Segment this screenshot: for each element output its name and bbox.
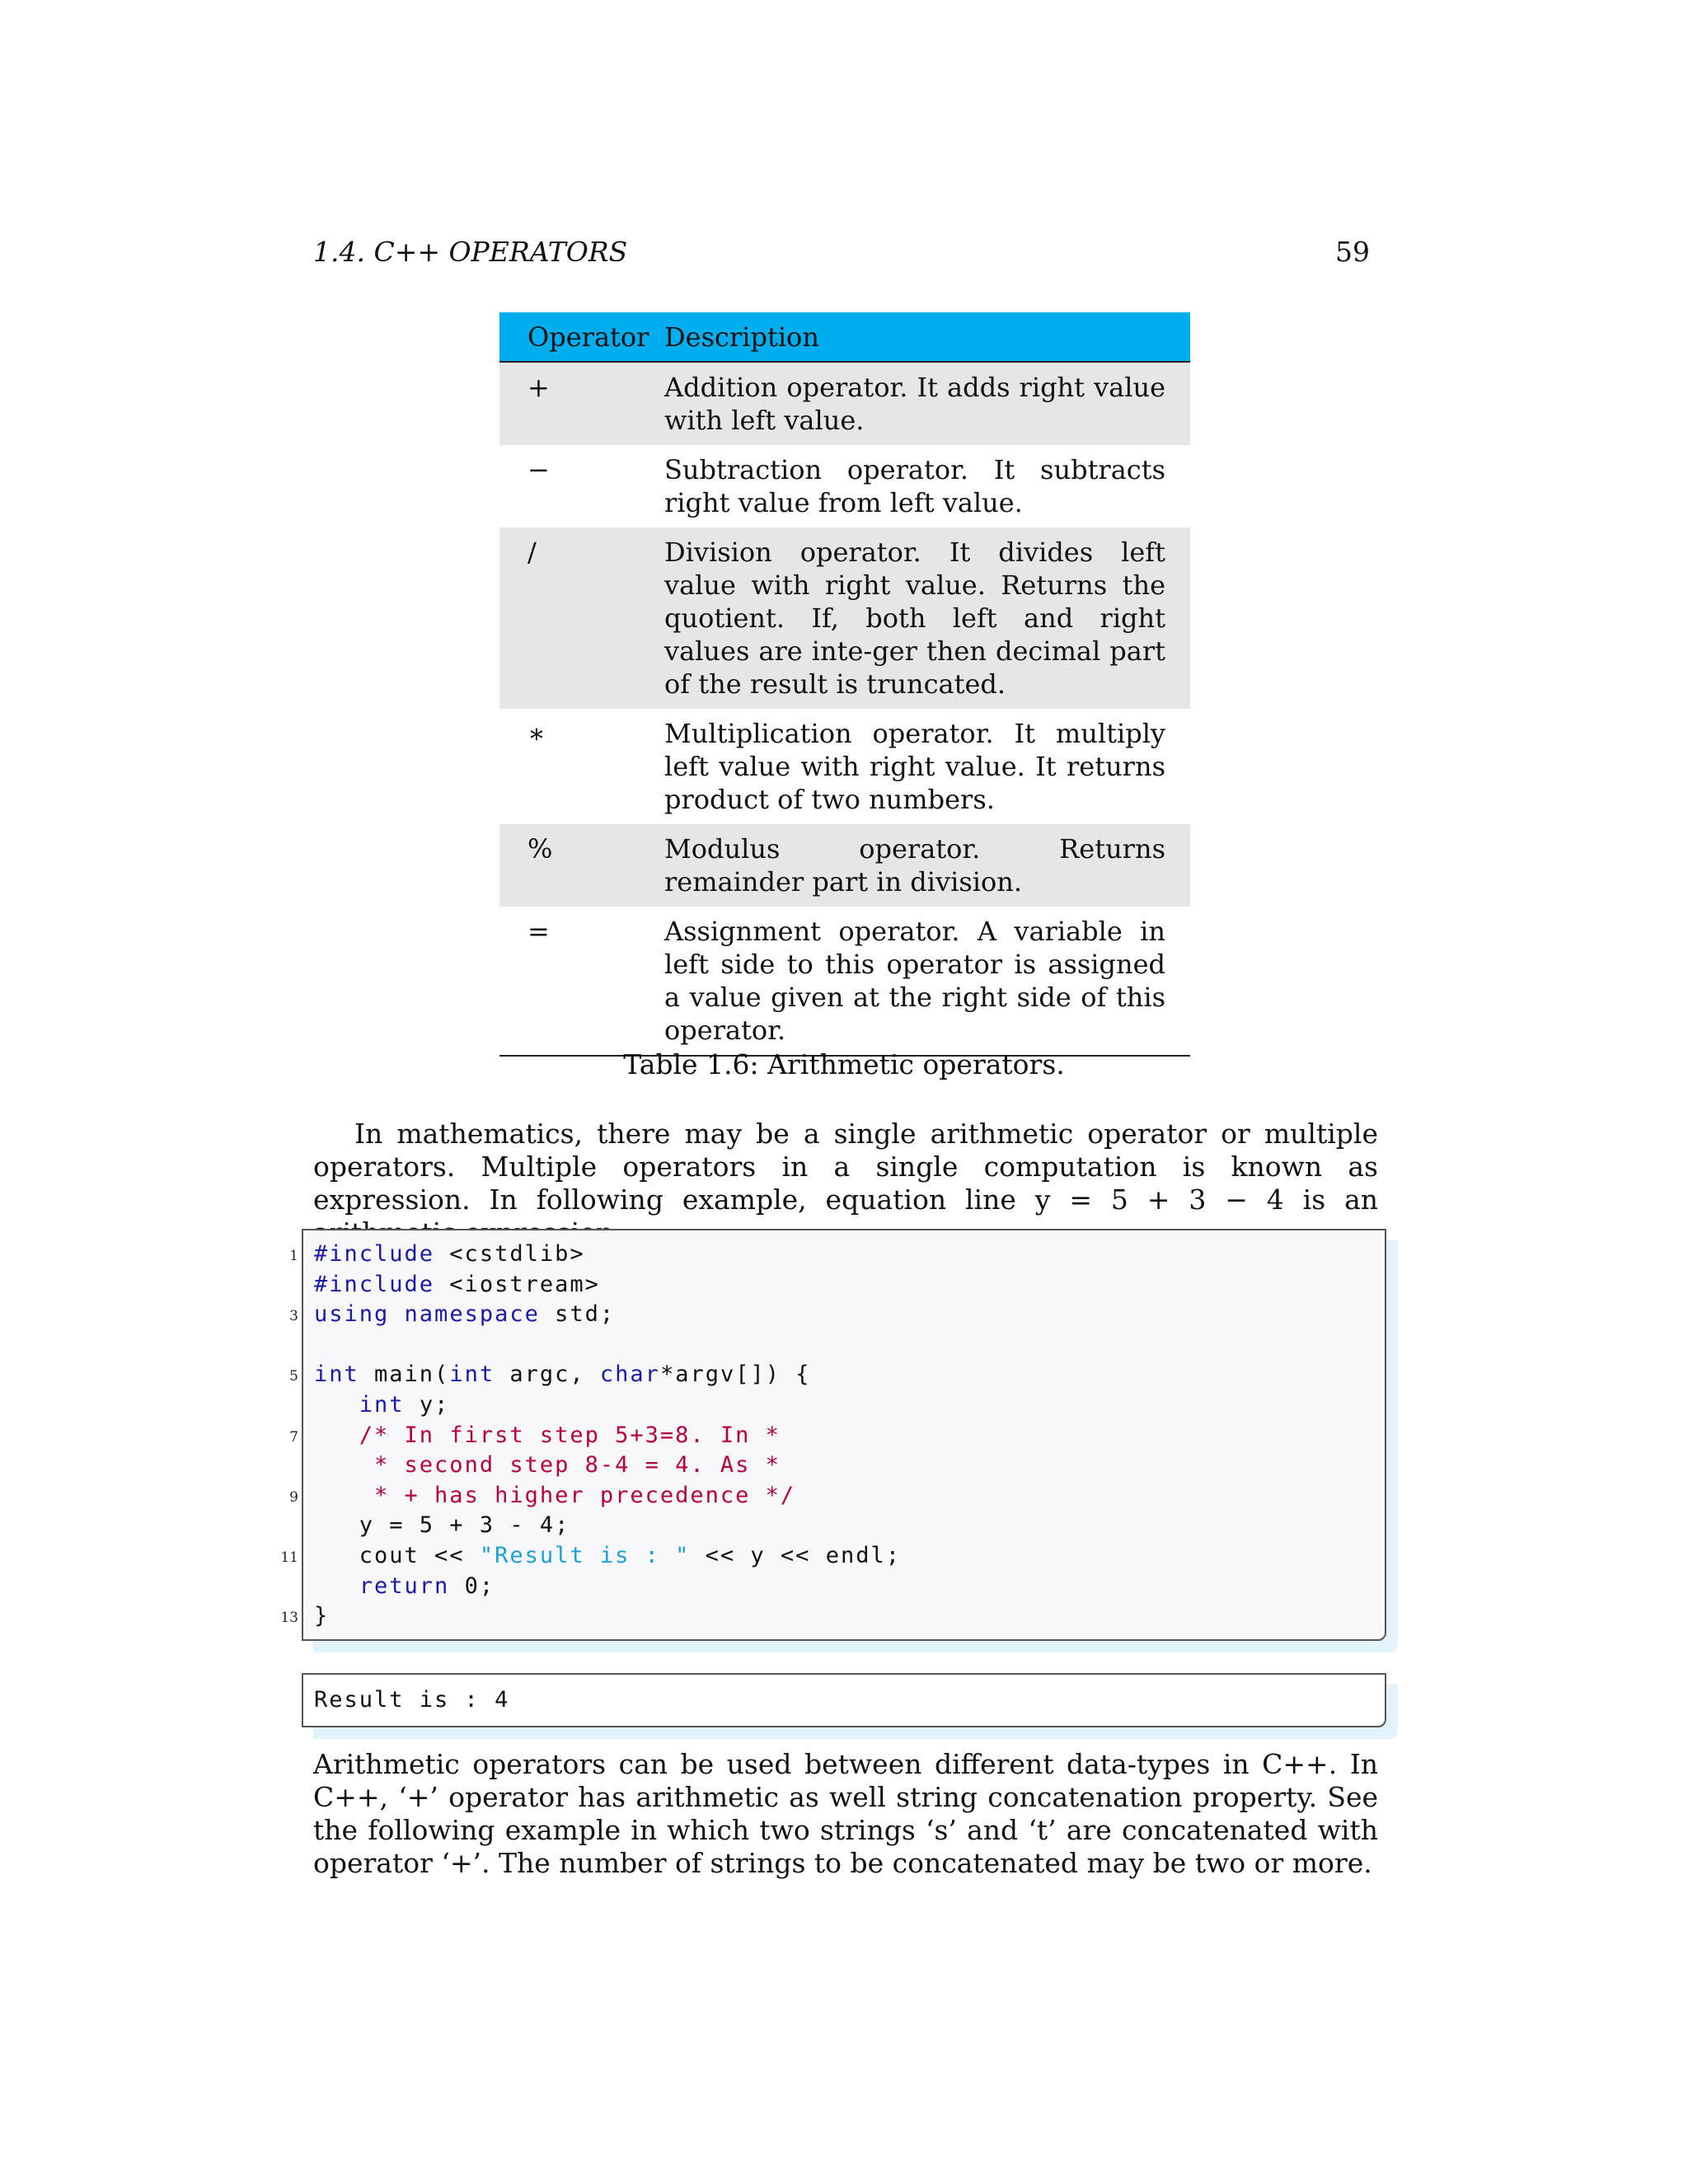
table-header-row (499, 312, 1190, 362)
code-keyword: #include (314, 1241, 435, 1267)
table-row (499, 445, 1190, 527)
code-keyword: using (314, 1301, 390, 1328)
body-paragraph-expression: In mathematics, there may be a single arithmetic operator or multiple operators. Multiple operators in a single computation is known as expression. In following example, equation line y = 5 + 3 − 4 is an (313, 1118, 1378, 1216)
code-line (314, 1483, 795, 1508)
code-line-number: 5 (289, 1368, 298, 1385)
code-comment: * second step 8-4 = 4. As * (374, 1452, 781, 1479)
code-text: y; (404, 1392, 450, 1418)
code-line (314, 1512, 570, 1538)
description-cell: Subtraction operator. It subtracts right value from left value. (664, 454, 1165, 518)
code-line (314, 1452, 781, 1478)
running-header-section: 1.4. C++ OPERATORS (313, 236, 628, 268)
code-line-number: 3 (289, 1308, 298, 1325)
description-cell: Assignment operator. A variable in left side to this operator is assigned a value given at the right side of this operator. (664, 907, 1190, 1056)
code-text (314, 1452, 374, 1478)
code-text: argc, (495, 1361, 600, 1388)
code-keyword: int (359, 1392, 405, 1418)
code-text (389, 1301, 404, 1327)
code-comment: * + has higher precedence */ (374, 1482, 796, 1508)
code-text (314, 1573, 359, 1599)
operator-cell: / (499, 527, 664, 709)
description-cell: Multiplication operator. It multiply left value with right value. It returns product of two numbers. (664, 718, 1165, 815)
code-comment: /* In first step 5+3=8. In * (359, 1422, 781, 1448)
code-line (314, 1272, 600, 1297)
page-number: 59 (1335, 236, 1370, 268)
code-text: cout << (314, 1543, 480, 1568)
table-row (499, 709, 1190, 824)
table-row (499, 824, 1190, 907)
program-output-text: Result is : 4 (314, 1687, 510, 1713)
code-text: main( (359, 1361, 450, 1388)
code-line (314, 1603, 329, 1629)
code-line (314, 1301, 615, 1327)
column-header-operator: Operator (499, 312, 664, 362)
code-text (314, 1483, 374, 1508)
description-cell: Addition operator. It adds right value with left value. (664, 362, 1190, 445)
code-keyword: char (599, 1361, 660, 1388)
code-line (314, 1422, 781, 1448)
code-keyword: return (359, 1572, 450, 1599)
operator-cell: = (499, 907, 664, 1056)
operator-cell: % (499, 824, 664, 907)
code-text: <iostream> (434, 1271, 600, 1297)
code-line-number: 1 (289, 1248, 298, 1264)
code-line (314, 1241, 585, 1267)
description-cell: Modulus operator. Returns remainder part in division. (664, 824, 1190, 907)
code-text: } (314, 1603, 330, 1629)
code-line (314, 1573, 495, 1599)
code-text: 0; (449, 1572, 495, 1599)
code-line-number: 7 (289, 1428, 298, 1446)
code-line (314, 1361, 811, 1387)
column-header-description: Description (664, 312, 1190, 362)
code-text: << y << endl; (690, 1543, 901, 1568)
operator-cell: − (528, 454, 550, 485)
code-text: *argv[]) { (659, 1361, 811, 1388)
code-text: <cstdlib> (434, 1241, 585, 1267)
table-row (499, 527, 1190, 709)
code-line (314, 1392, 449, 1418)
table-row (499, 907, 1190, 1056)
code-line (314, 1543, 901, 1568)
code-text: y = 5 + 3 - 4; (314, 1512, 570, 1539)
code-line-number: 13 (280, 1610, 298, 1627)
description-cell: Division operator. It divides left value with right value. Returns the quotient. If, both left and right values are inte-ger then decimal part of the result is truncated. (664, 527, 1190, 709)
code-text: std; (539, 1301, 616, 1328)
body-paragraph-concatenation: Arithmetic operators can be used between different data-types in C++. In C++, ‘+’ operator has arithmetic as well string concatenation property. See the following example in which two strings ‘s’ and ‘t’ are concatenated with operator ‘+’. The number of strings to be concatenated may be two or more. (313, 1748, 1378, 1879)
arithmetic-operators-table (499, 312, 1190, 1057)
table-row (499, 362, 1190, 445)
table-caption: Table 1.6: Arithmetic operators. (623, 1048, 1065, 1080)
code-line-number: 11 (280, 1549, 298, 1566)
code-keyword: #include (314, 1271, 435, 1297)
code-string: "Result is : " (479, 1543, 691, 1568)
operator-cell: + (499, 362, 664, 445)
code-line-number: 9 (289, 1488, 298, 1506)
code-text (314, 1422, 359, 1448)
operator-cell: ∗ (528, 718, 546, 749)
code-keyword: int (449, 1361, 495, 1388)
code-keyword: int (314, 1361, 359, 1388)
code-text (314, 1392, 359, 1418)
code-keyword: namespace (404, 1301, 540, 1328)
